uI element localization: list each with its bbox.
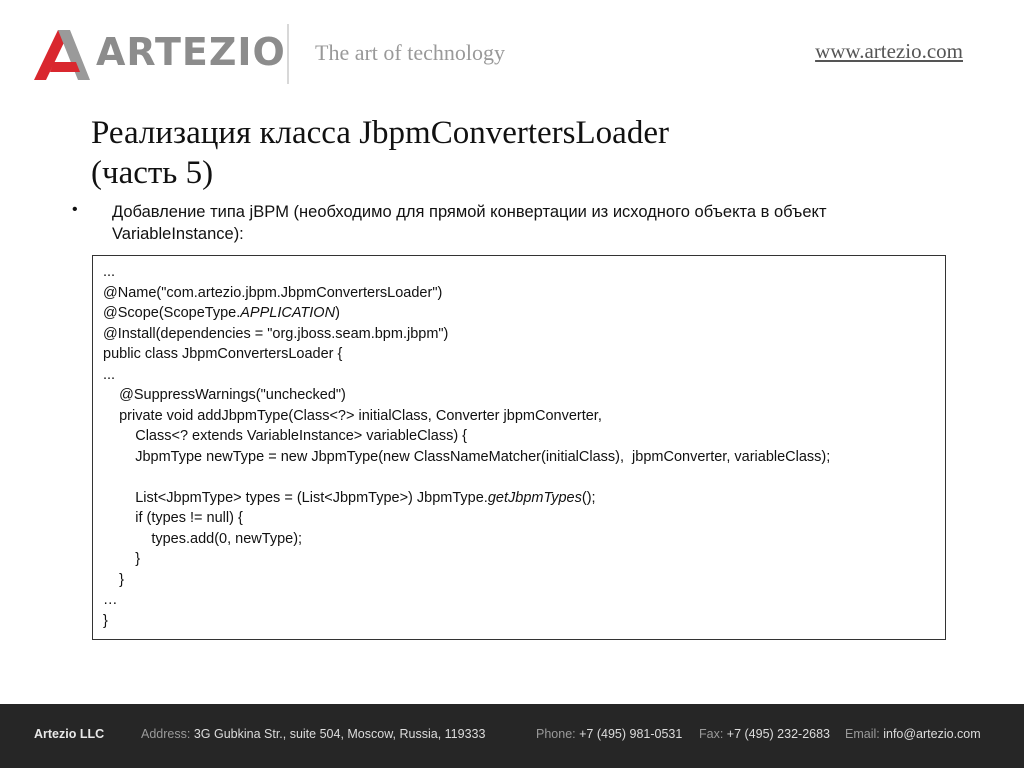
- footer-address-label: Address:: [141, 727, 191, 741]
- footer-address: [141, 727, 485, 741]
- code-line: }: [103, 551, 141, 567]
- code-line: JbpmType newType = new JbpmType(new ClassNameMatcher(initialClass), jbpmConverter, variableClass);: [103, 448, 831, 465]
- title-line-1: Реализация класса JbpmConvertersLoader: [91, 115, 669, 151]
- bullet-icon: •: [72, 201, 78, 218]
- footer-phone: [536, 727, 682, 741]
- slide-title: [91, 113, 669, 193]
- code-line: if (types != null) {: [103, 510, 243, 526]
- logo-text: ARTEZIO: [96, 30, 286, 74]
- footer-fax: [699, 727, 830, 741]
- bullet-text: Добавление типа jBPM (необходимо для прямой конвертации из исходного объекта в объект VariableInstance):: [112, 203, 827, 243]
- code-line: @Scope(ScopeType.APPLICATION): [103, 305, 340, 321]
- header: [0, 0, 1024, 100]
- tagline: The art of technology: [315, 40, 505, 65]
- code-line: types.add(0, newType);: [103, 530, 303, 547]
- header-divider: [287, 24, 289, 84]
- code-line: private void addJbpmType(Class<?> initialClass, Converter jbpmConverter,: [103, 407, 602, 424]
- footer-phone-value: +7 (495) 981-0531: [579, 727, 683, 741]
- code-line: }: [103, 612, 108, 629]
- footer-address-value: 3G Gubkina Str., suite 504, Moscow, Russia, 119333: [193, 727, 486, 741]
- footer-company: Artezio LLC: [34, 727, 105, 741]
- code-line: @SuppressWarnings("unchecked"): [103, 387, 346, 403]
- footer-phone-label: Phone:: [536, 727, 576, 741]
- code-line: ...: [103, 366, 116, 383]
- footer-email: [845, 727, 981, 741]
- code-line: …: [103, 592, 118, 608]
- code-line: @Install(dependencies = "org.jboss.seam.bpm.jbpm"): [103, 325, 449, 342]
- code-line: Class<? extends VariableInstance> variableClass) {: [103, 428, 468, 444]
- title-line-2: (часть 5): [91, 155, 214, 191]
- footer-fax-label: Fax:: [699, 727, 724, 741]
- footer-fax-value: +7 (495) 232-2683: [726, 727, 831, 741]
- footer-email-label: Email:: [845, 727, 880, 741]
- code-block: [92, 255, 946, 640]
- footer-email-value[interactable]: info@artezio.com: [883, 727, 981, 741]
- code-line: [103, 467, 935, 488]
- code-line: @Name("com.artezio.jbpm.JbpmConvertersLoader"): [103, 284, 443, 301]
- artezio-logo-icon: [34, 30, 90, 80]
- website-link[interactable]: www.artezio.com: [815, 39, 963, 63]
- code-line: ...: [103, 264, 116, 280]
- code-line: }: [103, 571, 124, 588]
- code-line: List<JbpmType> types = (List<JbpmType>) JbpmType.getJbpmTypes();: [103, 489, 596, 506]
- code-line: public class JbpmConvertersLoader {: [103, 346, 343, 362]
- footer: [0, 704, 1024, 768]
